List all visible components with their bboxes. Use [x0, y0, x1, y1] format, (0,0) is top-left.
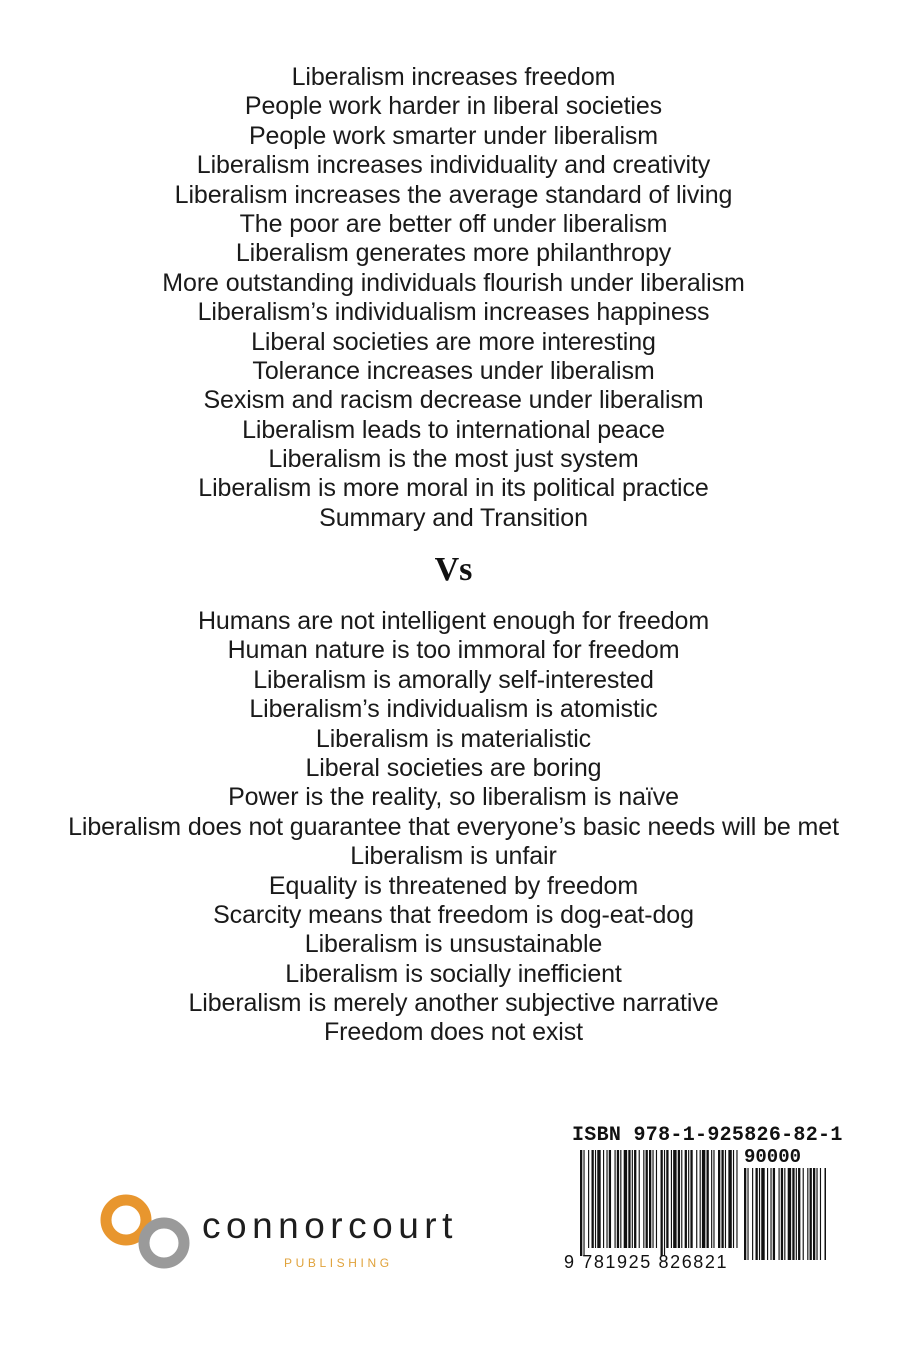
barcode-bar	[615, 1150, 616, 1248]
barcode-bar	[597, 1150, 600, 1248]
publisher-name: connorcourt	[202, 1205, 458, 1246]
argument-for-item: Liberal societies are more interesting	[251, 327, 656, 356]
barcode-bar	[788, 1168, 791, 1260]
argument-against-item: Liberalism’s individualism is atomistic	[249, 695, 658, 724]
barcode-bar	[820, 1168, 821, 1260]
barcode-bar	[673, 1150, 676, 1248]
barcode-bar	[700, 1150, 701, 1248]
barcode-bar	[617, 1150, 619, 1248]
argument-for-item: Sexism and racism decrease under liberalism	[203, 386, 704, 415]
arguments-against-list	[0, 607, 907, 1048]
barcode-bar	[609, 1150, 611, 1248]
barcode-bar	[816, 1168, 817, 1260]
barcode-bar	[725, 1150, 726, 1248]
barcode-bar	[761, 1168, 764, 1260]
barcode-bar	[690, 1150, 692, 1248]
barcode-bar	[747, 1168, 748, 1260]
barcode-bar	[620, 1150, 621, 1248]
argument-for-item: More outstanding individuals flourish under liberalism	[162, 268, 745, 297]
barcode-bar	[639, 1150, 640, 1248]
argument-against-item: Liberalism is merely another subjective narrative	[188, 989, 719, 1018]
grey-ring	[144, 1223, 184, 1263]
barcode-bar	[628, 1150, 630, 1248]
barcode-bar	[773, 1168, 775, 1260]
barcode-bar	[711, 1150, 712, 1248]
barcode-bar	[656, 1150, 657, 1248]
barcode-bar	[664, 1150, 665, 1256]
argument-for-item: People work smarter under liberalism	[248, 121, 659, 150]
barcode-bar	[767, 1168, 768, 1260]
barcode-bar	[707, 1150, 709, 1248]
barcode-bar	[580, 1150, 582, 1256]
barcode-bar	[813, 1168, 815, 1260]
barcode-bar	[592, 1150, 594, 1248]
argument-against-item: Liberal societies are boring	[305, 753, 602, 782]
barcode-bar	[792, 1168, 794, 1260]
barcode-bar	[770, 1168, 771, 1260]
argument-against-item: Equality is threatened by freedom	[268, 871, 639, 900]
barcode-bar	[603, 1150, 604, 1248]
barcode-bar	[678, 1150, 680, 1248]
barcode-bar	[649, 1150, 651, 1248]
barcode-bar	[646, 1150, 648, 1248]
price-addon: 90000	[744, 1146, 802, 1168]
barcode-bar	[624, 1150, 627, 1248]
argument-against-item: Human nature is too immoral for freedom	[227, 636, 680, 665]
argument-for-item: Liberalism’s individualism increases happiness	[197, 298, 710, 327]
argument-for-item: Liberalism increases individuality and creativity	[196, 151, 711, 180]
barcode-bar	[666, 1150, 668, 1248]
barcode-bar	[688, 1150, 689, 1248]
isbn-label: ISBN 978-1-925826-82-1	[572, 1124, 843, 1147]
argument-for-item: Tolerance increases under liberalism	[252, 356, 655, 385]
barcode-bar	[652, 1150, 653, 1248]
publisher-subtitle: PUBLISHING	[284, 1256, 393, 1270]
argument-against-item: Liberalism is socially inefficient	[285, 959, 622, 988]
barcode-bar	[759, 1168, 760, 1260]
argument-for-item: Liberalism is the most just system	[268, 445, 639, 474]
arguments-for-list	[0, 63, 907, 533]
barcode-bar	[595, 1150, 596, 1248]
barcode-bar	[632, 1150, 633, 1248]
argument-against-item: Liberalism is amorally self-interested	[253, 665, 654, 694]
argument-against-item: Humans are not intelligent enough for freedom	[197, 607, 710, 635]
argument-for-item: People work harder in liberal societies	[244, 92, 663, 121]
publisher-rings-icon	[98, 1190, 198, 1280]
barcode-bar	[784, 1168, 785, 1260]
argument-for-item: Liberalism increases the average standard of living	[174, 180, 733, 209]
barcode-bar	[733, 1150, 734, 1248]
barcode-bar	[796, 1168, 797, 1260]
argument-for-item: Summary and Transition	[319, 503, 588, 532]
barcode-bar	[825, 1168, 827, 1260]
argument-against-item: Freedom does not exist	[323, 1018, 584, 1047]
barcode-bar	[685, 1150, 687, 1248]
argument-against-item: Liberalism is unsustainable	[304, 930, 603, 959]
barcode-bar	[583, 1150, 584, 1256]
publisher-logo	[98, 1190, 498, 1280]
argument-for-item: Liberalism generates more philanthropy	[235, 239, 672, 268]
isbn-barcode	[558, 1120, 843, 1282]
barcode-bar	[756, 1168, 758, 1260]
argument-against-item: Liberalism does not guarantee that everyone’s basic needs will be met	[68, 812, 839, 841]
argument-against-item: Liberalism is unfair	[350, 842, 557, 871]
barcode-bar	[807, 1168, 808, 1260]
barcode-bar	[696, 1150, 697, 1248]
barcode-bar	[728, 1150, 731, 1248]
argument-for-item: Liberalism leads to international peace	[242, 415, 665, 444]
barcode-bar	[810, 1168, 812, 1260]
barcode-bar	[752, 1168, 753, 1260]
ean-digits: 9 781925 826821	[564, 1252, 729, 1272]
argument-for-item: Liberalism is more moral in its political practice	[198, 474, 709, 503]
barcode-bar	[606, 1150, 607, 1248]
barcode-bar	[713, 1150, 714, 1248]
argument-against-item: Scarcity means that freedom is dog-eat-dog	[213, 900, 694, 929]
argument-for-item: The poor are better off under liberalism	[239, 209, 668, 238]
argument-against-item: Power is the reality, so liberalism is naïve	[228, 783, 679, 812]
barcode-bar	[702, 1150, 705, 1248]
barcode-bar	[643, 1150, 644, 1248]
barcode-bar	[634, 1150, 636, 1248]
orange-ring	[106, 1200, 146, 1240]
barcode-bar	[671, 1150, 672, 1248]
barcode-bar	[721, 1150, 723, 1248]
barcode-bar	[681, 1150, 682, 1248]
barcode-bar	[661, 1150, 663, 1256]
versus-heading: Vs	[434, 551, 473, 588]
argument-for-item: Liberalism increases freedom	[291, 63, 616, 91]
barcode-bar	[588, 1150, 589, 1248]
argument-against-item: Liberalism is materialistic	[315, 724, 592, 753]
barcode-bar	[779, 1168, 780, 1260]
barcode-bar	[736, 1150, 737, 1248]
barcode-bar	[803, 1168, 804, 1260]
barcode-bar	[718, 1150, 720, 1248]
barcode-bar	[781, 1168, 783, 1260]
barcode-bar	[744, 1168, 746, 1260]
barcode-bar	[798, 1168, 800, 1260]
